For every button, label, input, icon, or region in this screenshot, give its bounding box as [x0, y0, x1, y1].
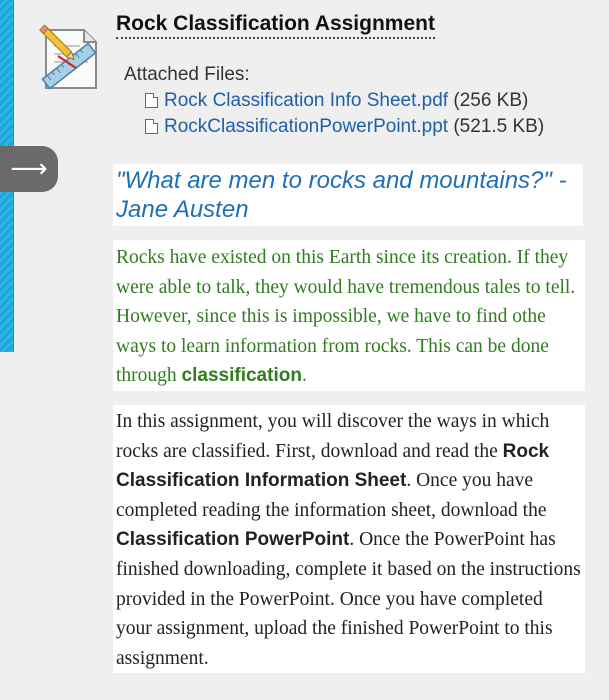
attached-file-item — [145, 116, 544, 138]
file-icon — [145, 93, 158, 108]
quote-block — [113, 164, 583, 226]
instructions-bold-info-sheet: Rock Classification Information Sheet — [116, 440, 550, 492]
file-icon — [145, 119, 158, 134]
expand-sidebar-button[interactable] — [0, 146, 58, 192]
file-link-powerpoint[interactable]: RockClassificationPowerPoint.ppt — [164, 116, 449, 137]
intro-end: . — [301, 365, 307, 386]
intro-emphasis: classification — [181, 365, 302, 386]
intro-paragraph — [113, 240, 585, 391]
file-link-info-sheet[interactable]: Rock Classification Info Sheet.pdf — [164, 90, 449, 111]
assignment-title[interactable]: Rock Classification Assignment — [116, 12, 435, 39]
instructions-bold-powerpoint: Classification PowerPoint — [116, 529, 350, 551]
file-size: (256 KB) — [453, 90, 529, 111]
arrow-right-icon: ⟶ — [10, 154, 48, 184]
instructions-text-2: . Once you have completed reading the information sheet, download the — [116, 470, 547, 521]
instructions-paragraph — [113, 405, 585, 673]
attached-files-label: Attached Files: — [124, 64, 250, 85]
quote-text: "What are men to rocks and mountains?" - Jane Austen — [116, 167, 567, 223]
file-size: (521.5 KB) — [453, 116, 545, 137]
instructions-text-1: In this assignment, you will discover the ways in which rocks are classified. First, download and read the — [116, 411, 550, 462]
attached-file-item — [145, 90, 528, 112]
assignment-ruler-icon — [36, 22, 102, 92]
instructions-text-3: . Once the PowerPoint has finished downloading, complete it based on the instructions provided in the PowerPoint. Once you have completed your assignment, upload the finished PowerPoint to this assignment. — [116, 529, 581, 669]
intro-text: Rocks have existed on this Earth since its creation. If they were able to talk, they would have tremendous tales to tell. However, since this is impossible, we have to find othe ways to learn information from rocks. This can be done through — [116, 247, 576, 386]
